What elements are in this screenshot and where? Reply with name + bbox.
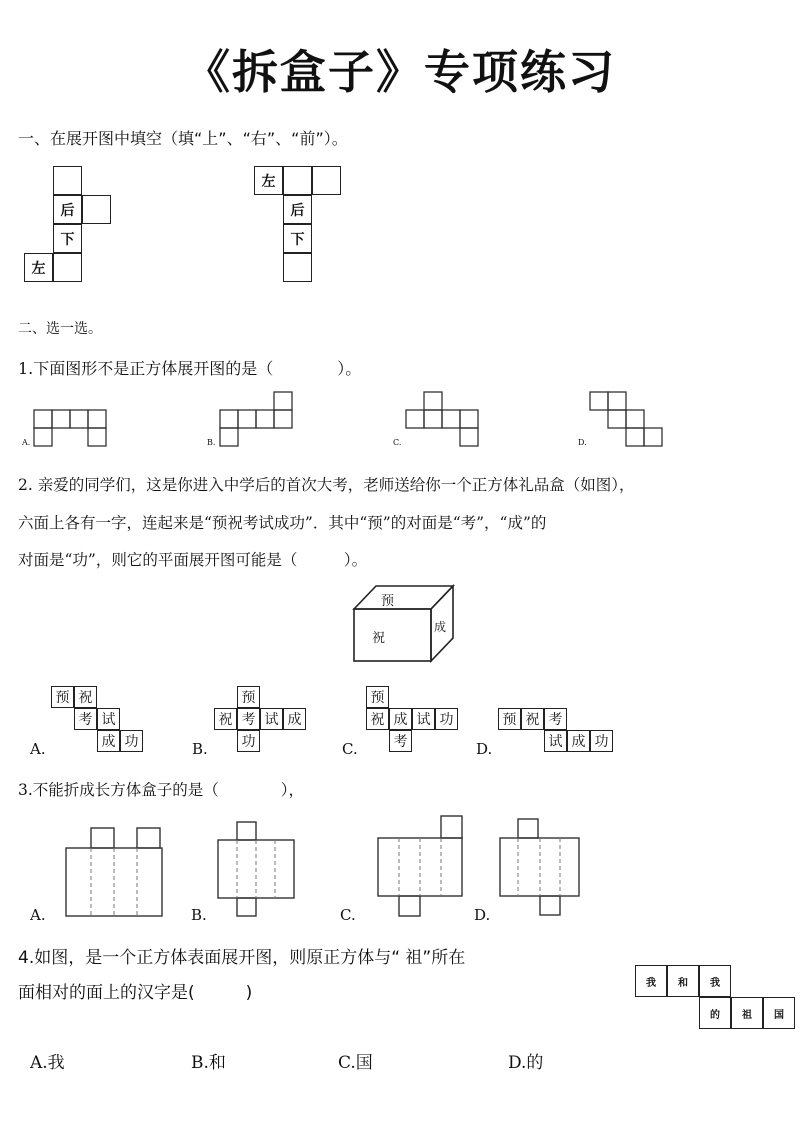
net-cell-left: 左 [254, 166, 283, 195]
q2-net-cell: 成 [567, 730, 590, 752]
q4-net-cell: 和 [667, 965, 699, 997]
q2-line-1: 2. 亲爱的同学们，这是你进入中学后的首次大考，老师送给你一个正方体礼品盒（如图）， [18, 476, 635, 494]
cube-front-label: 祝 [372, 631, 386, 646]
q1-text: 1.下面图形不是正方体展开图的是（ ）。 [18, 359, 362, 378]
q4-option-a[interactable]: A.我 [30, 1053, 65, 1073]
net-cell-back: 后 [283, 195, 312, 224]
q4-option-d[interactable]: D.的 [508, 1053, 544, 1073]
q3-option-a[interactable]: A. [30, 906, 46, 924]
q2-net-cell: 试 [97, 708, 120, 730]
q2-net-cell: 成 [97, 730, 120, 752]
q3-option-b[interactable]: B. [191, 906, 207, 924]
q2-net-cell: 预 [498, 708, 521, 730]
q2-net-cell: 功 [590, 730, 613, 752]
q4-net-cell-zu: 祖 [731, 997, 763, 1029]
q4-net-cell: 国 [763, 997, 795, 1029]
q3-option-d[interactable]: D. [474, 906, 491, 924]
q1-option-c[interactable]: C. [393, 438, 402, 447]
q2-net-cell: 祝 [521, 708, 544, 730]
q2-net-cell: 预 [51, 686, 74, 708]
q2-net-cell: 祝 [74, 686, 97, 708]
net-cell-bottom: 下 [53, 224, 82, 253]
q4-line-2: 面相对的面上的汉字是( ) [18, 983, 253, 1003]
q2-option-d[interactable]: D. [476, 740, 493, 758]
section2-heading: 二、选一选。 [18, 321, 102, 337]
q3-option-c[interactable]: C. [340, 906, 356, 924]
q2-net-cell: 考 [237, 708, 260, 730]
page-title: 《拆盒子》专项练习 [184, 45, 616, 99]
q2-line-2: 六面上各有一字，连起来是“预祝考试成功”．其中“预”的对面是“考”，“成”的 [18, 514, 547, 532]
q2-net-cell: 功 [237, 730, 260, 752]
q2-line-3: 对面是“功”，则它的平面展开图可能是（ ）。 [18, 551, 368, 569]
q2-net-cell: 成 [283, 708, 306, 730]
q1-option-a[interactable]: A. [22, 438, 31, 447]
q3-text: 3.不能折成长方体盒子的是（ ）， [18, 781, 305, 799]
q4-net-cell: 我 [635, 965, 667, 997]
q2-option-b[interactable]: B. [192, 740, 208, 758]
q2-net-cell: 功 [120, 730, 143, 752]
q2-net-cell: 试 [260, 708, 283, 730]
q2-net-cell: 考 [74, 708, 97, 730]
q2-net-cell: 试 [412, 708, 435, 730]
cube-right-label: 成 [434, 620, 447, 634]
q4-option-b[interactable]: B.和 [191, 1053, 226, 1073]
q2-net-cell: 祝 [214, 708, 237, 730]
net-cell-back: 后 [53, 195, 82, 224]
section1-heading: 一、在展开图中填空（填“上”、“右”、“前”）。 [18, 129, 348, 148]
net-cell-left: 左 [24, 253, 53, 282]
q4-net-cell: 的 [699, 997, 731, 1029]
q2-net-cell: 预 [366, 686, 389, 708]
q2-net-cell: 试 [544, 730, 567, 752]
q1-option-b[interactable]: B. [207, 438, 216, 447]
q2-net-cell: 预 [237, 686, 260, 708]
q2-option-a[interactable]: A. [30, 740, 46, 758]
q2-net-cell: 考 [389, 730, 412, 752]
q2-net-cell: 考 [544, 708, 567, 730]
q4-option-c[interactable]: C.国 [338, 1053, 373, 1073]
q2-net-cell: 功 [435, 708, 458, 730]
q2-net-cell: 成 [389, 708, 412, 730]
q2-option-c[interactable]: C. [342, 740, 358, 758]
q1-option-d[interactable]: D. [578, 438, 587, 447]
net-cell-bottom: 下 [283, 224, 312, 253]
q4-line-1: 4.如图，是一个正方体表面展开图，则原正方体与“ 祖”所在 [18, 948, 466, 968]
q2-net-cell: 祝 [366, 708, 389, 730]
q4-net-cell: 我 [699, 965, 731, 997]
cube-top-label: 预 [381, 594, 395, 609]
